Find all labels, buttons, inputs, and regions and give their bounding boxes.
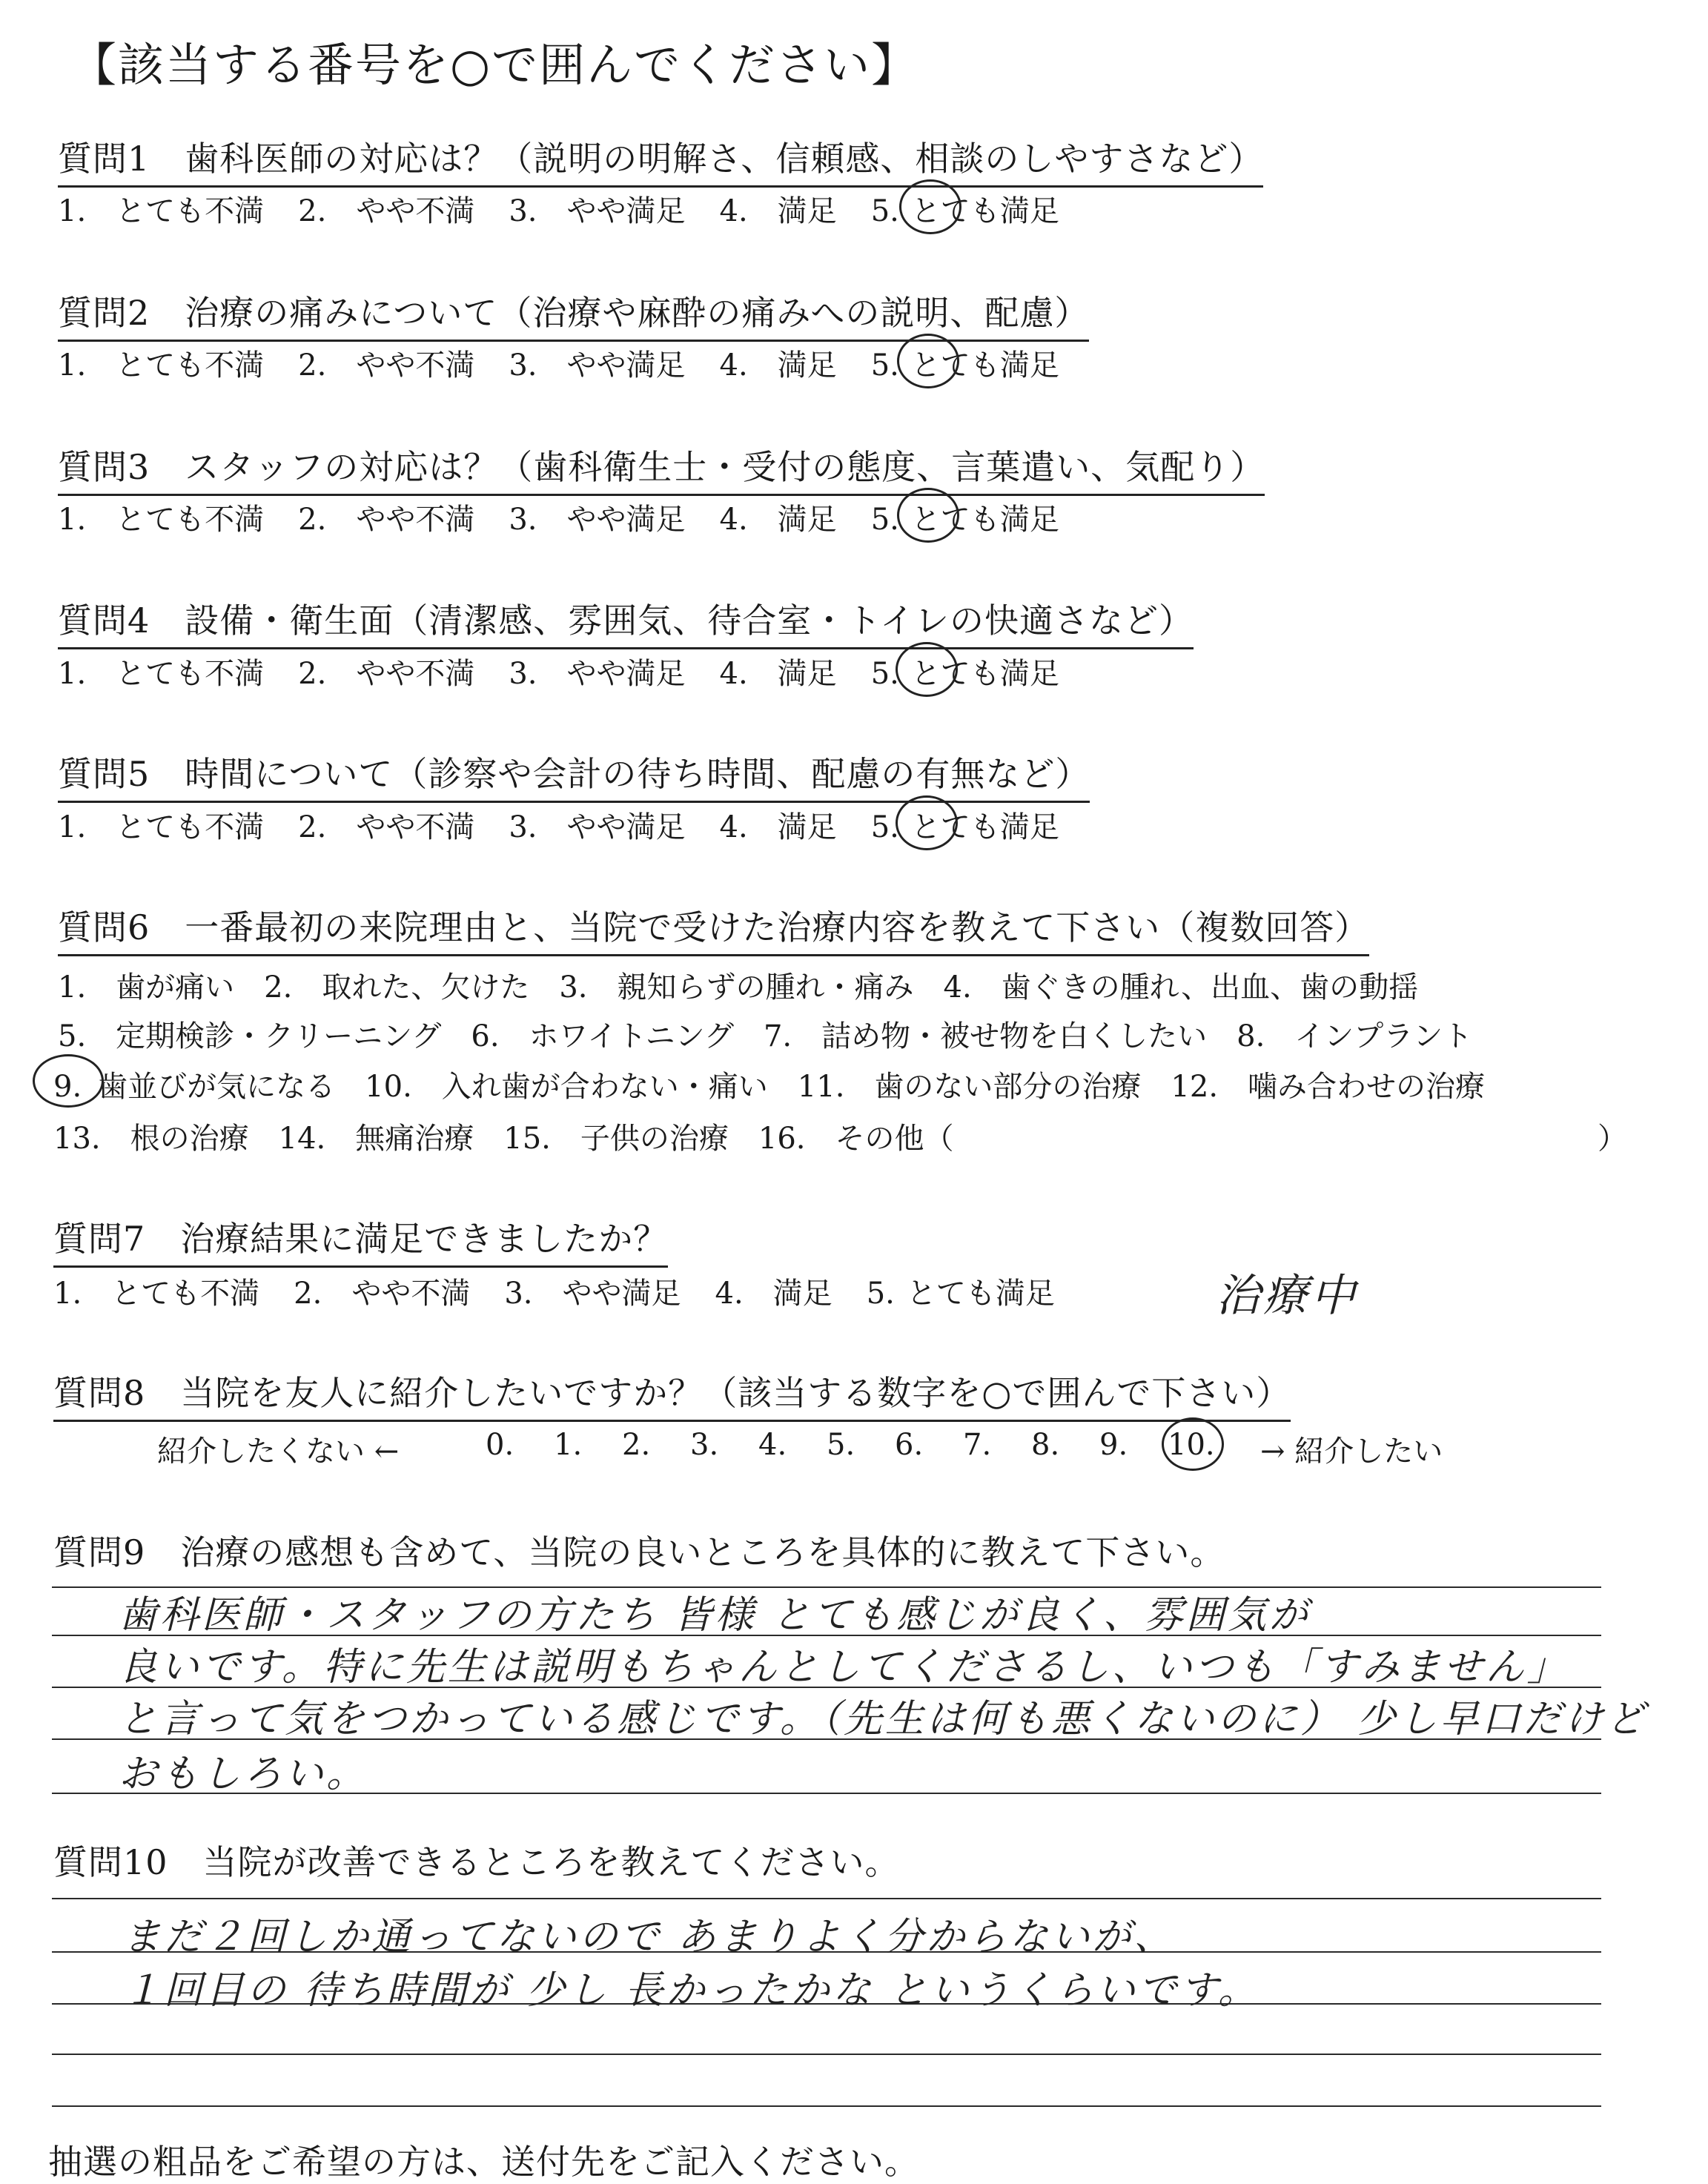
scale-6[interactable]: 6. — [895, 1428, 924, 1462]
option-5-label: とても満足 — [910, 810, 1059, 844]
other-close-paren: ） — [1598, 1122, 1627, 1156]
selection-circle — [896, 795, 958, 850]
answer-line — [52, 1898, 1601, 1899]
question-5-title: 質問5 時間について（診察や会計の待ち時間、配慮の有無など） — [58, 747, 1090, 803]
option-3[interactable]: 3. やや満足 — [509, 810, 686, 844]
option-5-label: とても満足 — [910, 348, 1059, 383]
answer-line — [52, 2054, 1601, 2055]
option-14[interactable]: 14. 無痛治療 — [278, 1122, 474, 1156]
scale-7[interactable]: 7. — [963, 1428, 992, 1462]
page-title: 【該当する番号を○で囲んでください】 — [70, 38, 919, 92]
scale-right-label: → 紹介したい — [1260, 1435, 1443, 1469]
option-5[interactable]: 5. — [870, 810, 899, 844]
question-7-title: 質問7 治療結果に満足できましたか？ — [53, 1212, 668, 1268]
option-1[interactable]: 1. 歯が痛い — [58, 970, 235, 1005]
option-3[interactable]: 3. やや満足 — [509, 503, 686, 537]
selection-circle — [33, 1054, 104, 1108]
question-6-row-4 — [53, 1115, 954, 1157]
option-10[interactable]: 10. 入れ歯が合わない・痛い — [365, 1070, 768, 1104]
question-10-title: 質問10 当院が改善できるところを教えてください。 — [53, 1842, 900, 1882]
option-2[interactable]: 2. やや不満 — [294, 1277, 471, 1311]
question-3-title: 質問3 スタッフの対応は？（歯科衛生士・受付の態度、言葉遣い、気配り） — [58, 440, 1265, 496]
option-4[interactable]: 4. 満足 — [719, 348, 837, 383]
option-11[interactable]: 11. 歯のない部分の治療 — [797, 1070, 1142, 1104]
question-6-row-3 — [53, 1063, 1485, 1105]
option-4[interactable]: 4. 満足 — [719, 194, 837, 228]
option-5[interactable]: 5. — [870, 503, 899, 537]
option-4[interactable]: 4. 満足 — [715, 1277, 833, 1311]
scale-8[interactable]: 8. — [1031, 1428, 1060, 1462]
option-13[interactable]: 13. 根の治療 — [53, 1122, 249, 1156]
option-2[interactable]: 2. やや不満 — [298, 657, 475, 691]
option-5[interactable]: 5. — [870, 194, 899, 228]
option-1[interactable]: 1. とても不満 — [58, 348, 265, 383]
option-5[interactable]: 5. 定期検診・クリーニング — [58, 1019, 442, 1053]
answer-line — [52, 2105, 1601, 2107]
option-4[interactable]: 4. 歯ぐきの腫れ、出血、歯の動揺 — [943, 970, 1419, 1005]
scale-5[interactable]: 5. — [827, 1428, 855, 1462]
option-3[interactable]: 3. やや満足 — [504, 1277, 681, 1311]
option-1[interactable]: 1. とても不満 — [58, 657, 265, 691]
question-1-title: 質問1 歯科医師の対応は？（説明の明解さ、信頼感、相談のしやすさなど） — [58, 132, 1263, 188]
option-1[interactable]: 1. とても不満 — [58, 194, 265, 228]
option-5[interactable]: 5. — [870, 657, 899, 691]
question-4-title: 質問4 設備・衛生面（清潔感、雰囲気、待合室・トイレの快適さなど） — [58, 594, 1194, 649]
option-2[interactable]: 2. やや不満 — [298, 503, 475, 537]
option-6[interactable]: 6. ホワイトニング — [471, 1019, 734, 1053]
scale-left-label: 紹介したくない ← — [157, 1435, 400, 1469]
scale-2[interactable]: 2. — [622, 1428, 651, 1462]
question-6-row-2 — [58, 1013, 1472, 1055]
answer-text-line: 歯科医師・スタッフの方たち 皆様 とても感じが良く、雰囲気が — [119, 1593, 1311, 1638]
option-9[interactable]: 9. — [53, 1070, 82, 1104]
answer-text-line: おもしろい。 — [119, 1752, 368, 1796]
option-3[interactable]: 3. やや満足 — [509, 194, 686, 228]
selection-circle — [897, 488, 959, 543]
answer-text-line: まだ２回しか通ってないので あまりよく分からないが、 — [122, 1915, 1176, 1959]
option-2[interactable]: 2. やや不満 — [298, 810, 475, 844]
footer-note: 抽選の粗品をご希望の方は、送付先をご記入ください。 — [48, 2142, 919, 2182]
option-3[interactable]: 3. やや満足 — [509, 657, 686, 691]
scale-9[interactable]: 9. — [1099, 1428, 1128, 1462]
option-3[interactable]: 3. やや満足 — [509, 348, 686, 383]
scale-10[interactable]: 10. — [1168, 1428, 1215, 1462]
option-5[interactable]: 5. — [870, 348, 899, 383]
option-16[interactable]: 16. その他（ — [758, 1122, 954, 1156]
option-5-label: とても満足 — [906, 1277, 1055, 1311]
recommend-scale — [486, 1428, 1236, 1462]
handwritten-note: 治療中 — [1216, 1270, 1358, 1322]
option-1[interactable]: 1. とても不満 — [58, 810, 265, 844]
option-4[interactable]: 4. 満足 — [719, 657, 837, 691]
question-7-options — [53, 1270, 1055, 1312]
option-2[interactable]: 2. やや不満 — [298, 348, 475, 383]
scale-0[interactable]: 0. — [486, 1428, 514, 1462]
option-3[interactable]: 3. 親知らずの腫れ・痛み — [559, 970, 914, 1005]
scale-3[interactable]: 3. — [690, 1428, 719, 1462]
answer-text-line: と言って気をつかっている感じです。（先生は何も悪くないのに） 少し早口だけど — [119, 1697, 1648, 1741]
option-9-label: 歯並びが気になる — [98, 1070, 336, 1104]
selection-circle — [896, 642, 958, 697]
selection-circle — [897, 334, 959, 388]
question-8-title: 質問8 当院を友人に紹介したいですか？（該当する数字を○で囲んで下さい） — [53, 1366, 1291, 1422]
selection-circle — [1162, 1417, 1224, 1471]
option-8[interactable]: 8. インプラント — [1237, 1019, 1473, 1053]
selection-circle — [899, 179, 961, 234]
option-5[interactable]: 5. — [866, 1277, 895, 1311]
answer-text-line: 良いです。特に先生は説明もちゃんとしてくださるし、いつも「すみません」 — [119, 1645, 1569, 1690]
option-15[interactable]: 15. 子供の治療 — [503, 1122, 729, 1156]
option-5-label: とても満足 — [910, 503, 1059, 537]
question-6-row-1 — [58, 964, 1418, 1006]
option-1[interactable]: 1. とても不満 — [53, 1277, 260, 1311]
option-2[interactable]: 2. やや不満 — [298, 194, 475, 228]
scale-4[interactable]: 4. — [758, 1428, 787, 1462]
question-6-title: 質問6 一番最初の来院理由と、当院で受けた治療内容を教えて下さい（複数回答） — [58, 901, 1369, 956]
option-5-label: とても満足 — [910, 657, 1059, 691]
question-9-title: 質問9 治療の感想も含めて、当院の良いところを具体的に教えて下さい。 — [53, 1532, 1225, 1572]
option-7[interactable]: 7. 詰め物・被せ物を白くしたい — [763, 1019, 1208, 1053]
answer-text-line: １回目の 待ち時間が 少し 長かったかな というくらいです。 — [122, 1968, 1260, 2013]
scale-1[interactable]: 1. — [554, 1428, 583, 1462]
option-12[interactable]: 12. 噛み合わせの治療 — [1171, 1070, 1486, 1104]
question-2-title: 質問2 治療の痛みについて（治療や麻酔の痛みへの説明、配慮） — [58, 286, 1089, 342]
option-2[interactable]: 2. 取れた、欠けた — [264, 970, 530, 1005]
option-1[interactable]: 1. とても不満 — [58, 503, 265, 537]
option-4[interactable]: 4. 満足 — [719, 810, 837, 844]
option-5-label: とても満足 — [910, 194, 1059, 228]
option-4[interactable]: 4. 満足 — [719, 503, 837, 537]
